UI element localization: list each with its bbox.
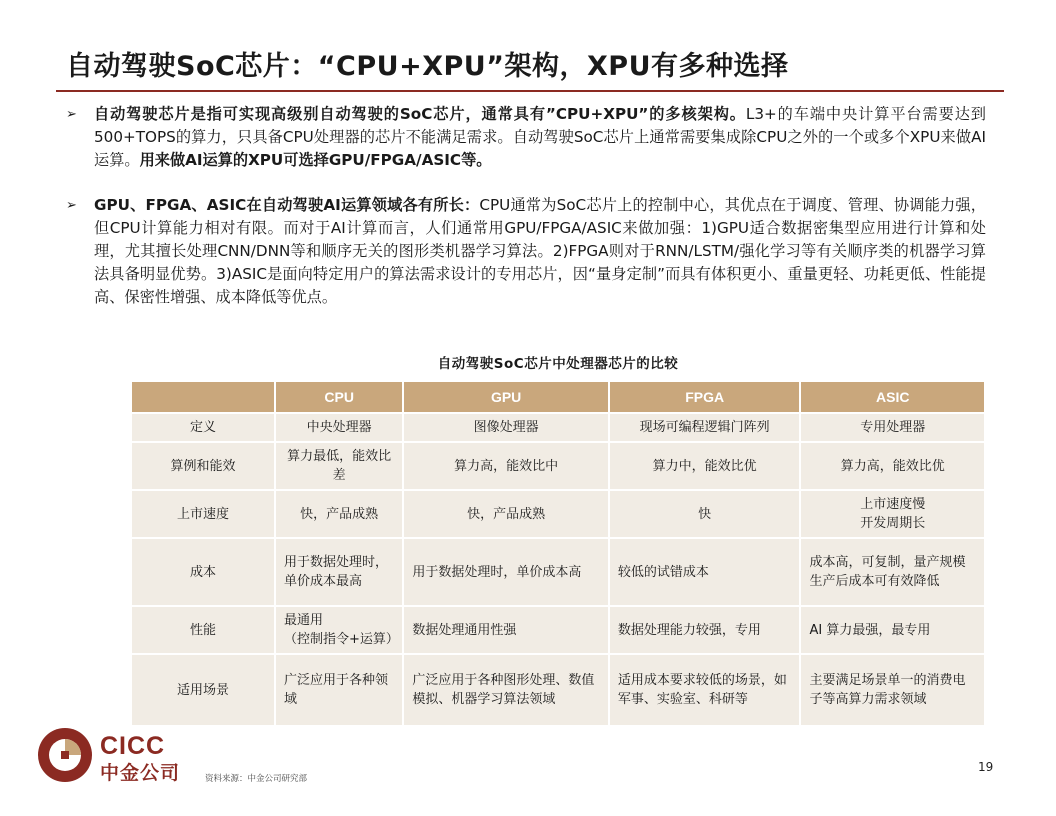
header-cell-fpga: FPGA	[610, 382, 800, 412]
table-cell: 算力高，能效比优	[801, 443, 984, 489]
table-cell: 广泛应用于各种图形处理、数值模拟、机器学习算法领域	[404, 655, 608, 725]
table-cell: 最通用 （控制指令+运算）	[276, 607, 402, 653]
table-cell: 快，产品成熟	[276, 491, 402, 537]
row-label: 上市速度	[132, 491, 274, 537]
table-cell: 较低的试错成本	[610, 539, 800, 605]
table-cell: 快，产品成熟	[404, 491, 608, 537]
brand-name-en: CICC	[100, 732, 166, 760]
table-cell: 快	[610, 491, 800, 537]
title-divider	[56, 90, 1004, 92]
row-label: 算例和能效	[132, 443, 274, 489]
arrow-bullet-icon: ➢	[66, 198, 77, 213]
table-row	[132, 414, 984, 441]
table-row	[132, 443, 984, 489]
table-caption: 自动驾驶SoC芯片中处理器芯片的比较	[437, 356, 679, 372]
row-label: 成本	[132, 539, 274, 605]
cicc-logo-icon	[36, 726, 94, 784]
bullet-tail: 用来做AI运算的XPU可选择GPU/FPGA/ASIC等。	[139, 151, 492, 169]
arrow-bullet-icon: ➢	[66, 107, 77, 122]
table-cell: 用于数据处理时，单价成本高	[404, 539, 608, 605]
table-row	[132, 491, 984, 537]
table-cell: 用于数据处理时，单价成本最高	[276, 539, 402, 605]
row-label: 适用场景	[132, 655, 274, 725]
table-row	[132, 655, 984, 725]
table-cell: 数据处理通用性强	[404, 607, 608, 653]
comparison-table	[130, 380, 986, 727]
table-cell: 适用成本要求较低的场景，如军事、实验室、科研等	[610, 655, 800, 725]
bullet-text	[94, 103, 986, 172]
table-row	[132, 607, 984, 653]
table-cell: 现场可编程逻辑门阵列	[610, 414, 800, 441]
table-cell: 数据处理能力较强，专用	[610, 607, 800, 653]
table-cell: 上市速度慢 开发周期长	[801, 491, 984, 537]
header-cell-empty	[132, 382, 274, 412]
header-cell-cpu: CPU	[276, 382, 402, 412]
bullet-body: L3+的车端中央计算平台需要达到500+TOPS的算力，只具备CPU处理器的芯片不能满足需求。自动驾驶SoC芯片上通常需要集成除CPU之外的一个或多个XPU来做AI运算。	[94, 105, 986, 169]
table-cell: 算力最低，能效比差	[276, 443, 402, 489]
header-cell-asic: ASIC	[801, 382, 984, 412]
bullet-lead: 自动驾驶芯片是指可实现高级别自动驾驶的SoC芯片，通常具有”CPU+XPU”的多核架构。	[94, 105, 746, 123]
page-title: 自动驾驶SoC芯片：“CPU+XPU”架构，XPU有多种选择	[66, 51, 789, 82]
bullet-text	[94, 194, 986, 309]
row-label: 性能	[132, 607, 274, 653]
table-row	[132, 539, 984, 605]
source-note: 资料来源：中金公司研究部	[205, 774, 308, 784]
bullet-point-2	[66, 194, 986, 309]
page-number: 19	[978, 760, 994, 774]
row-label: 定义	[132, 414, 274, 441]
bullet-point-1	[66, 103, 986, 172]
header-cell-gpu: GPU	[404, 382, 608, 412]
table-cell: 图像处理器	[404, 414, 608, 441]
bullet-body: CPU通常为SoC芯片上的控制中心，其优点在于调度、管理、协调能力强，但CPU计算能力相对有限。而对于AI计算而言，人们通常用GPU/FPGA/ASIC来做加强：1)GPU适合数据密集型应用进行计算和处理，尤其擅长处理CNN/DNN等和顺序无关的图形类机器学习算法。2)FPGA则对于RNN/LSTM/强化学习等有关顺序类的机器学习算法具备明显优势。3)ASIC是面向特定用户的算法需求设计的专用芯片，因“量身定制”而具有体积更小、重量更轻、功耗更低、性能提高、保密性增强、成本降低等优点。	[94, 196, 986, 306]
table-cell: 中央处理器	[276, 414, 402, 441]
bullet-lead: GPU、FPGA、ASIC在自动驾驶AI运算领域各有所长：	[94, 196, 480, 214]
table-cell: 主要满足场景单一的消费电子等高算力需求领域	[801, 655, 984, 725]
brand-name-cn: 中金公司	[100, 762, 181, 784]
table-cell: AI 算力最强，最专用	[801, 607, 984, 653]
table-cell: 算力高，能效比中	[404, 443, 608, 489]
table-cell: 专用处理器	[801, 414, 984, 441]
table-cell: 成本高，可复制，量产规模生产后成本可有效降低	[801, 539, 984, 605]
table-header-row	[132, 382, 984, 412]
table-cell: 广泛应用于各种领域	[276, 655, 402, 725]
table-cell: 算力中，能效比优	[610, 443, 800, 489]
